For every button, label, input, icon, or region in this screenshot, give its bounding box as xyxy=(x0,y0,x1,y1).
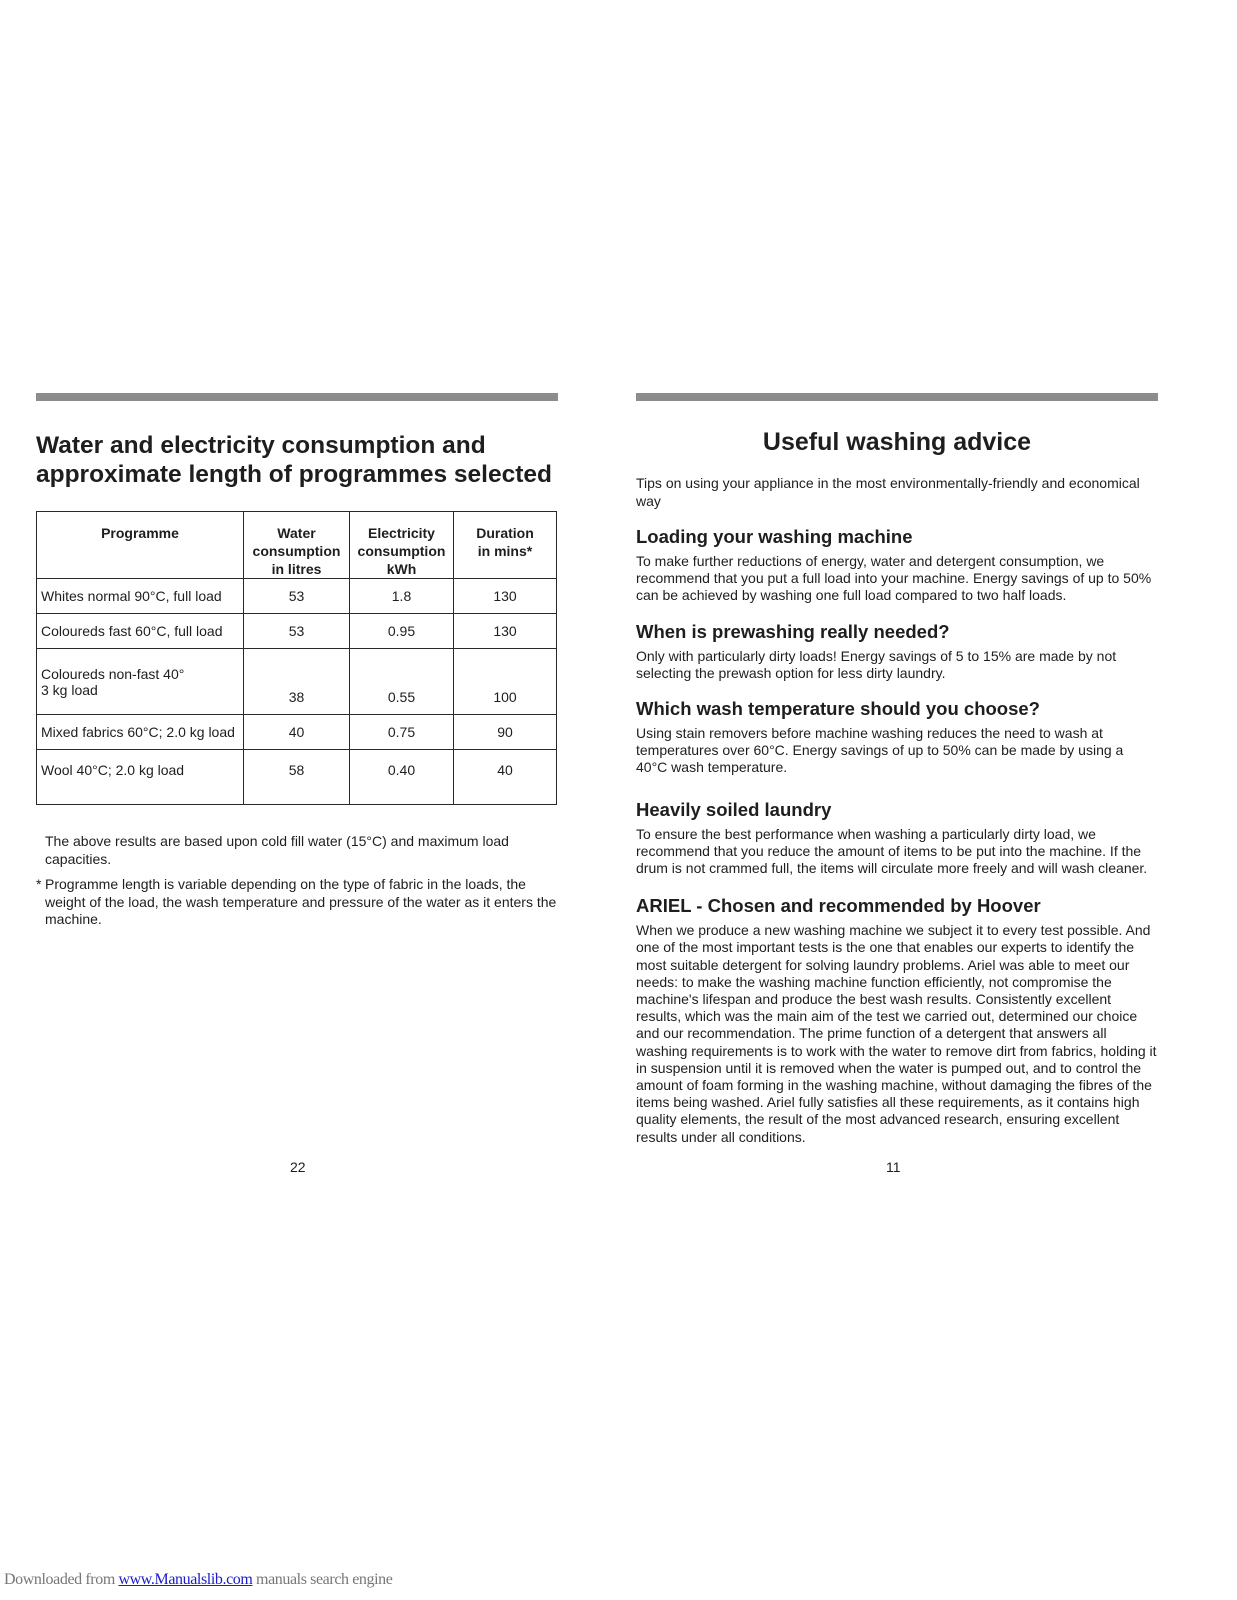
table-row xyxy=(37,614,557,649)
programme-cell xyxy=(37,649,244,715)
section-heading: When is prewashing really needed? xyxy=(636,620,950,642)
note-conditions: The above results are based upon cold fill water (15°C) and maximum load capacities. xyxy=(45,833,509,867)
header-water-line: consumption xyxy=(252,543,341,559)
right-page xyxy=(636,393,1158,1146)
duration-cell: 130 xyxy=(454,579,557,614)
header-electricity-line: kWh xyxy=(386,561,417,577)
page-number-right: 11 xyxy=(886,1159,901,1175)
header-electricity-line: consumption xyxy=(357,543,446,559)
section-body: Only with particularly dirty loads! Energy savings of 5 to 15% are made by not selecting the prewash option for less dirty laundry. xyxy=(636,647,1117,681)
duration-cell: 90 xyxy=(454,715,557,750)
electricity-cell: 0.55 xyxy=(350,649,454,715)
consumption-table xyxy=(36,511,557,805)
programme-line: Coloureds non-fast 40° xyxy=(41,665,185,682)
header-water-line: Water xyxy=(277,525,316,541)
intro-text: Tips on using your appliance in the most environmentally-friendly and economical way xyxy=(636,475,1140,509)
download-footer xyxy=(4,1571,392,1589)
table-notes xyxy=(36,833,558,929)
water-cell: 38 xyxy=(244,649,350,715)
section-heading: Which wash temperature should you choose? xyxy=(636,698,1040,720)
header-duration xyxy=(454,512,557,579)
table-row xyxy=(37,649,557,715)
asterisk-mark: * xyxy=(36,876,42,892)
programme-line: 3 kg load xyxy=(41,681,98,698)
section-body: To ensure the best performance when washing a particularly dirty load, we recommend that you reduce the amount of items to be put into the machine. If the drum is not crammed full, the items will circulate more freely and will wash cleaner. xyxy=(636,825,1148,877)
header-electricity-line: Electricity xyxy=(368,525,435,541)
note-programme-length xyxy=(36,876,558,929)
advice-section-temperature xyxy=(636,698,1158,777)
header-electricity xyxy=(350,512,454,579)
programme-cell: Wool 40°C; 2.0 kg load xyxy=(37,750,244,805)
section-rule xyxy=(36,393,558,401)
header-water-line: in litres xyxy=(271,561,322,577)
water-cell: 40 xyxy=(244,715,350,750)
header-programme-label: Programme xyxy=(101,525,179,541)
electricity-cell: 0.95 xyxy=(350,614,454,649)
electricity-cell: 0.40 xyxy=(350,750,454,805)
table-row xyxy=(37,715,557,750)
advice-section-soiled xyxy=(636,799,1158,878)
water-cell: 53 xyxy=(244,579,350,614)
page-title: Useful washing advice xyxy=(762,428,1032,456)
duration-cell: 40 xyxy=(454,750,557,805)
page-number-left: 22 xyxy=(290,1159,306,1175)
footer-prefix: Downloaded from xyxy=(4,1571,119,1588)
table-row xyxy=(37,750,557,805)
section-rule xyxy=(636,393,1158,401)
section-heading: Loading your washing machine xyxy=(636,526,913,547)
header-duration-line: Duration xyxy=(476,525,534,541)
left-page xyxy=(36,393,558,937)
section-body: To make further reductions of energy, water and detergent consumption, we recommend that you put a full load into your machine. Energy savings of up to 50% can be achieved by washing one full load compared to two half loads. xyxy=(636,553,1152,604)
electricity-cell: 1.8 xyxy=(350,579,454,614)
section-body: Using stain removers before machine washing reduces the need to wash at temperatures over 60°C. Energy savings of up to 50% can be made by using a 40°C wash temperature. xyxy=(636,725,1124,776)
advice-section-loading xyxy=(636,526,1158,605)
table-row xyxy=(37,579,557,614)
note-programme-length-text: Programme length is variable depending on the type of fabric in the loads, the weight of the load, the wash temperature and pressure of the water as it enters the machine. xyxy=(45,876,557,927)
header-programme xyxy=(37,512,244,579)
programme-cell: Whites normal 90°C, full load xyxy=(37,579,244,614)
header-water xyxy=(244,512,350,579)
page-title: Water and electricity consumption and approximate length of programmes selected xyxy=(36,432,552,488)
section-heading: Heavily soiled laundry xyxy=(636,798,832,820)
advice-section-ariel xyxy=(636,895,1158,1146)
manualslib-link[interactable]: www.Manualslib.com xyxy=(118,1571,253,1588)
duration-cell: 130 xyxy=(454,614,557,649)
section-heading: ARIEL - Chosen and recommended by Hoover xyxy=(636,895,1041,917)
advice-section-prewashing xyxy=(636,621,1158,682)
programme-cell: Mixed fabrics 60°C; 2.0 kg load xyxy=(37,715,244,750)
section-body: When we produce a new washing machine we subject it to every test possible. And one of the most important tests is the one that enables our experts to identify the most suitable detergent for solving laundry problems. Ariel was able to meet our needs: to make the washing machine function efficiently, not compromise the machine's lifespan and produce the best wash results. Consistently excellent results, which was the main aim of the test we carried out, determined our choice and our recommendation. The prime function of a detergent that answers all washing requirements is to work with the water to remove dirt from fabrics, holding it in suspension until it is removed when the water is pumped out, and to control the amount of foam forming in the washing machine, without damaging the fibres of the items being washed. Ariel fully satisfies all these requirements, as it contains high quality elements, the result of the most advanced research, ensuring excellent results under all conditions. xyxy=(636,922,1157,1145)
table-header-row xyxy=(37,512,557,579)
electricity-cell: 0.75 xyxy=(350,715,454,750)
header-duration-line: in mins* xyxy=(477,543,533,559)
footer-suffix: manuals search engine xyxy=(252,1571,393,1588)
duration-cell: 100 xyxy=(454,649,557,715)
water-cell: 58 xyxy=(244,750,350,805)
water-cell: 53 xyxy=(244,614,350,649)
programme-cell: Coloureds fast 60°C, full load xyxy=(37,614,244,649)
